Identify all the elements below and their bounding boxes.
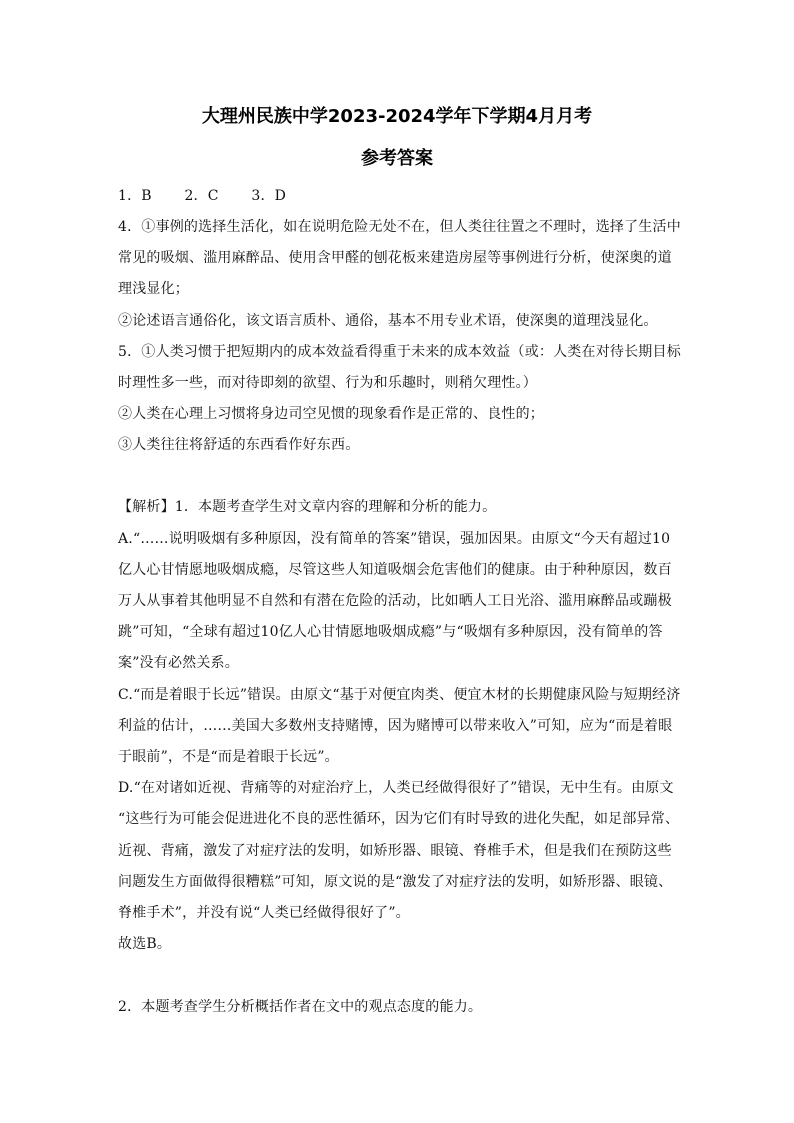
- analysis-line: 案”没有必然关系。: [118, 655, 239, 671]
- analysis-line: 问题发生方面做得很糟糕”可知，原文说的是“激发了对症疗法的发明，如矫形器、眼镜、: [118, 874, 673, 890]
- analysis-line: 亿人心甘情愿地吸烟成瘾，尽管这些人知道吸烟会危害他们的健康。由于种种原因，数百: [118, 562, 672, 578]
- analysis-line: 于眼前”，不是“而是着眼于长远”。: [118, 749, 339, 765]
- q5-line: ②人类在心理上习惯将身边司空见惯的现象看作是正常的、良性的；: [118, 406, 544, 422]
- q2-line: 2．本题考查学生分析概括作者在文中的观点态度的能力。: [118, 999, 483, 1015]
- analysis-line: “这些行为可能会促进进化不良的恶性循环，因为它们有时导致的进化失配，如足部异常、: [118, 811, 680, 827]
- analysis-line: 脊椎手术”，并没有说“人类已经做得很好了”。: [118, 905, 410, 921]
- analysis-line: C.“而是着眼于长远”错误。由原文“基于对便宜肉类、便宜木材的长期健康风险与短期经济: [118, 687, 681, 703]
- analysis-line: 【解析】1．本题考查学生对文章内容的理解和分析的能力。: [118, 499, 497, 515]
- q4-line: 常见的吸烟、滥用麻醉品、使用含甲醛的刨花板来建造房屋等事例进行分析，使深奥的道: [118, 250, 672, 266]
- q5-line: 时理性多一些，而对待即刻的欲望、行为和乐趣时，则稍欠理性。）: [118, 375, 537, 391]
- analysis-line: 跳”可知，“全球有超过10亿人心甘情愿地吸烟成瘾”与“吸烟有多种原因，没有简单的答: [118, 624, 663, 640]
- analysis-line: 近视、背痛，激发了对症疗法的发明，如矫形器、眼镜、脊椎手术，但是我们在预防这些: [118, 843, 672, 859]
- q4-line: 4．①事例的选择生活化，如在说明危险无处不在，但人类往往置之不理时，选择了生活中: [118, 219, 681, 235]
- page-subtitle: 参考答案: [361, 148, 433, 169]
- analysis-line: D.“在对诸如近视、背痛等的对症治疗上，人类已经做得很好了”错误，无中生有。由原文: [118, 780, 674, 796]
- answer-key-row: [118, 186, 678, 206]
- page-title: 大理州民族中学2023-2024学年下学期4月月考: [201, 106, 593, 127]
- q4-line: 理浅显化；: [118, 281, 189, 297]
- analysis-line: A.“……说明吸烟有多种原因，没有简单的答案”错误，强加因果。由原文“今天有超过10: [118, 531, 671, 547]
- q5-line: 5．①人类习惯于把短期内的成本效益看得重于未来的成本效益（或：人类在对待长期目标: [118, 344, 681, 360]
- analysis-line: 故选B。: [118, 936, 172, 952]
- q5-line: ③人类往往将舒适的东西看作好东西。: [118, 437, 360, 453]
- answer-1: 1．B: [118, 188, 152, 204]
- answer-3: 3．D: [251, 188, 287, 204]
- analysis-line: 万人从事着其他明显不自然和有潜在危险的活动，比如晒人工日光浴、滥用麻醉品或蹦极: [118, 593, 672, 609]
- q4-line: ②论述语言通俗化，该文语言质朴、通俗，基本不用专业术语，使深奥的道理浅显化。: [118, 313, 658, 329]
- answer-2: 2．C: [184, 188, 219, 204]
- analysis-line: 利益的估计，……美国大多数州支持赌博，因为赌博可以带来收入”可知，应为“而是着眼: [118, 718, 673, 734]
